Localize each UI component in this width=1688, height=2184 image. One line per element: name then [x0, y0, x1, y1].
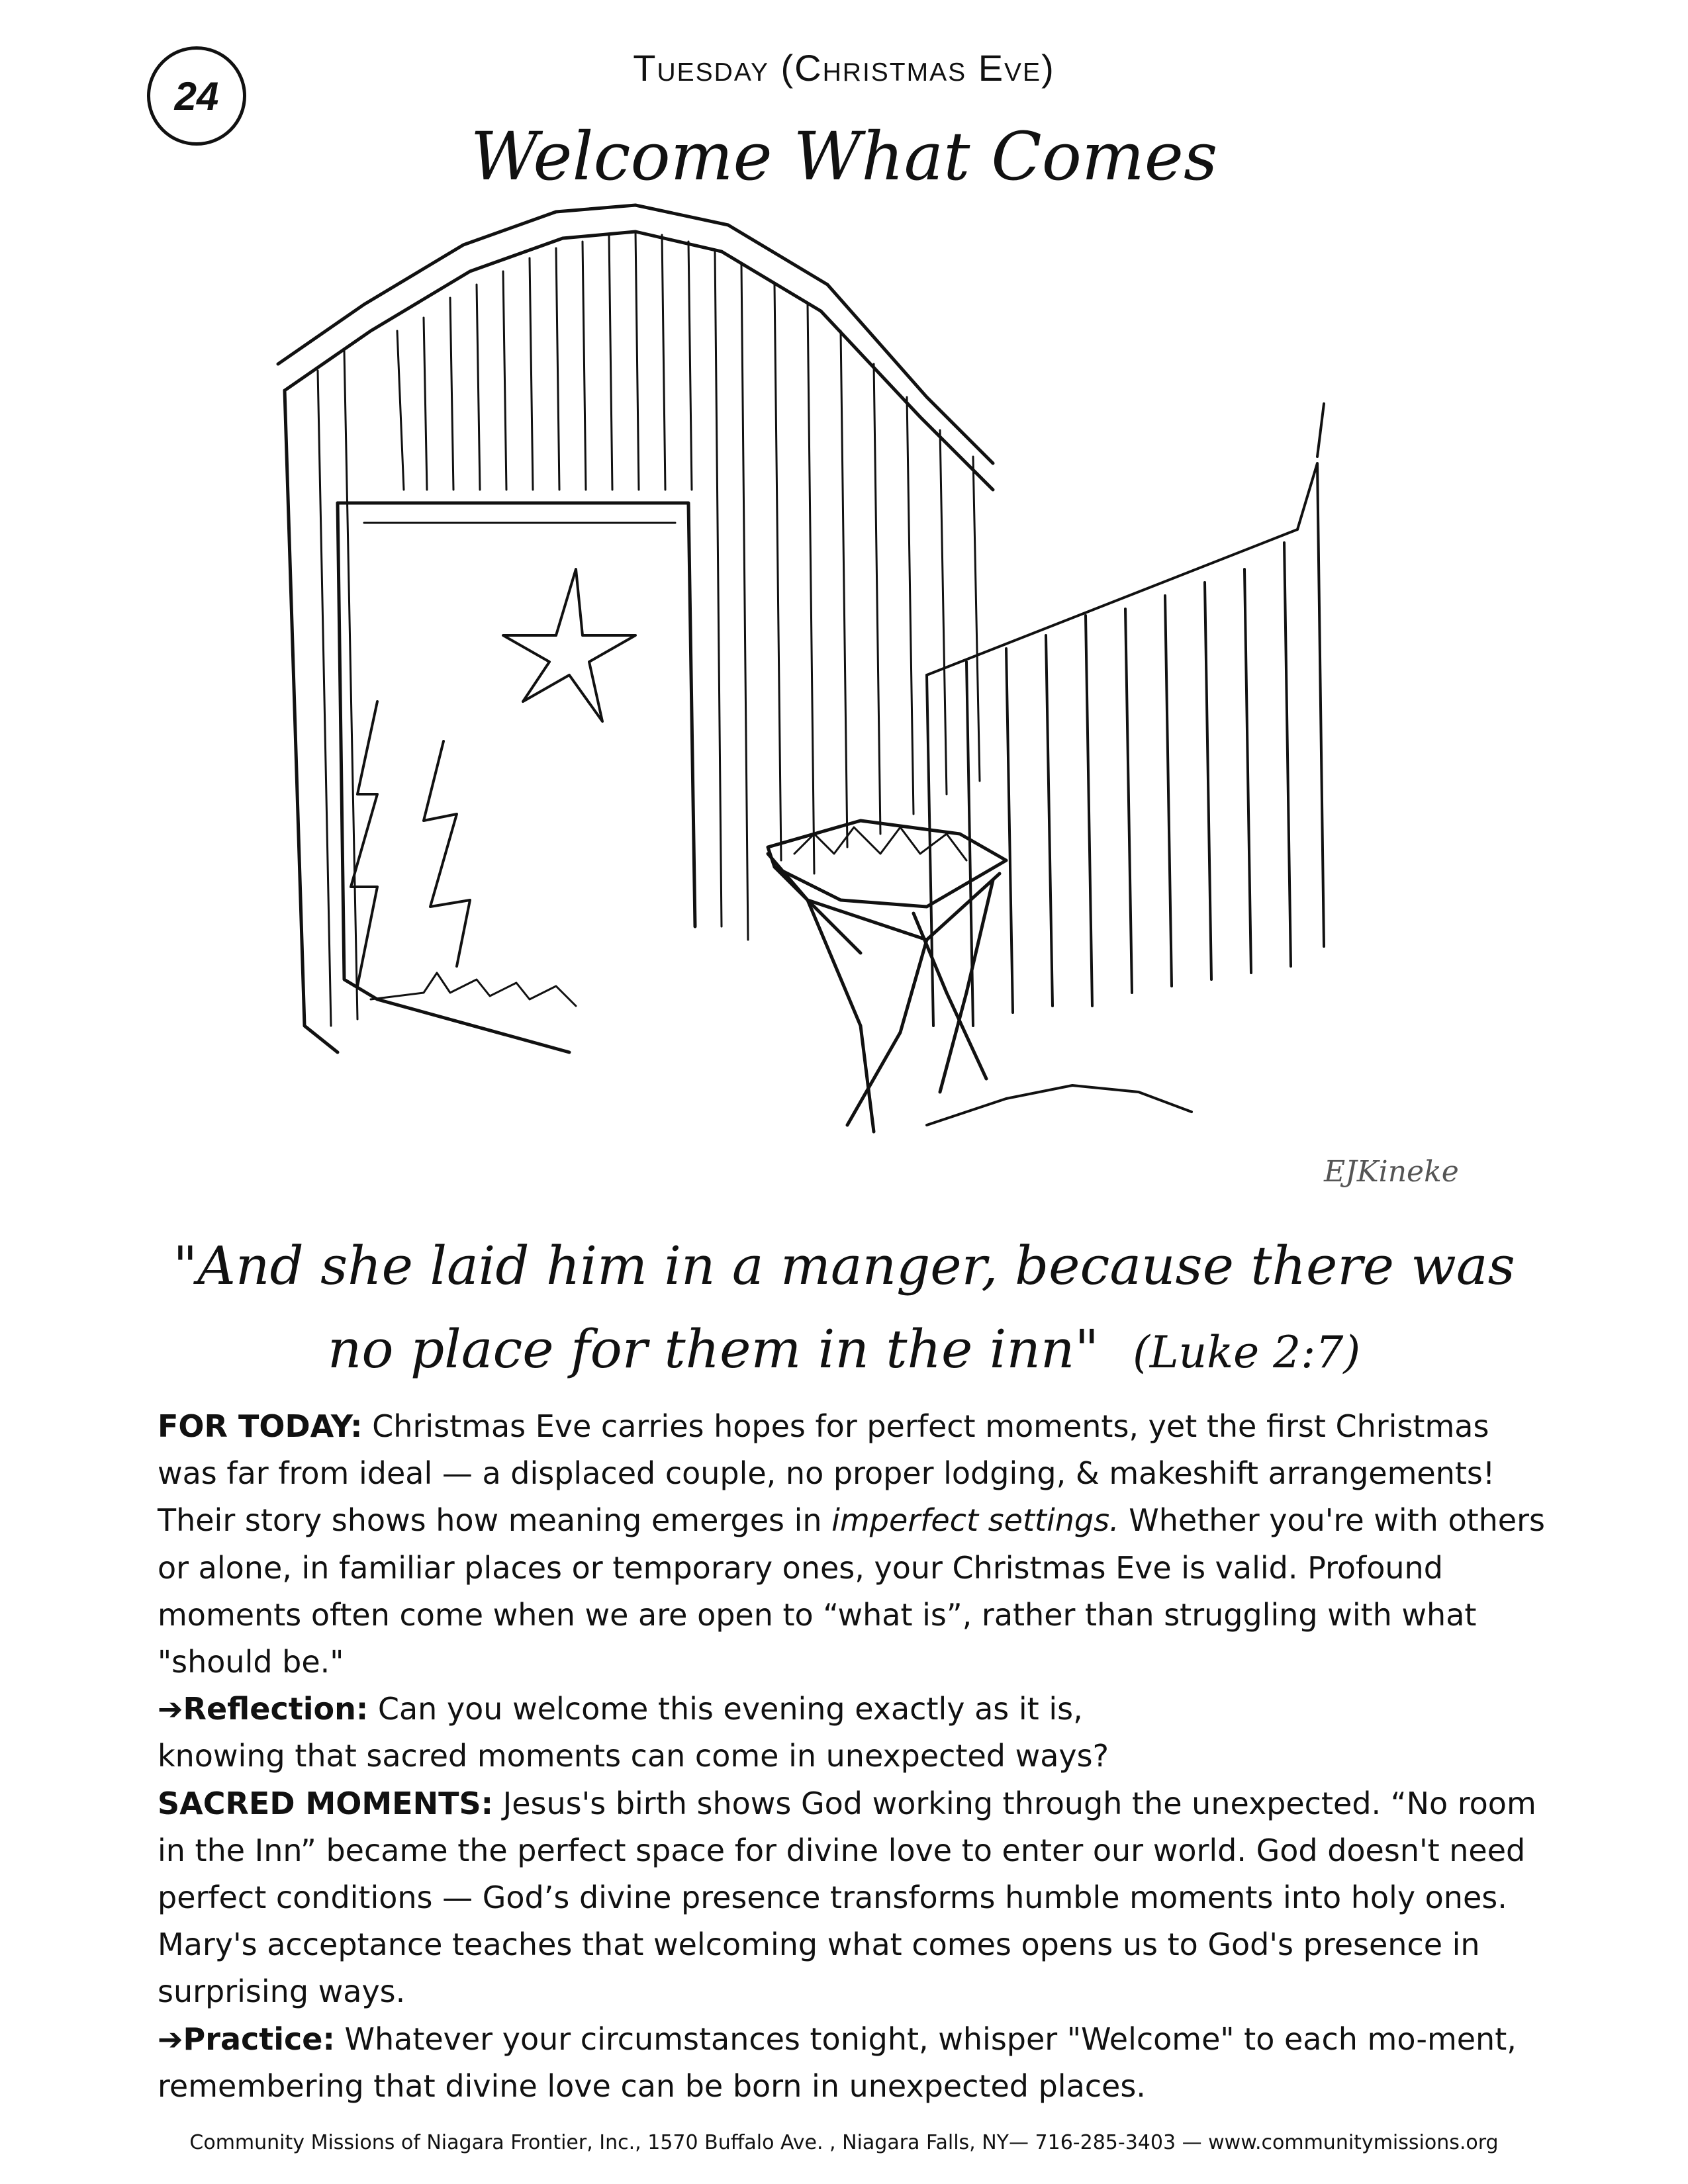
scripture-quote — [99, 1224, 1589, 1394]
for-today-text-after: Whether you're with others or alone, in familiar places or temporary ones, your Christmas Eve is valid. Profound moments often come when we are open to “what is”, rather than struggling with what "should be." — [158, 1502, 1545, 1680]
sacred-moments-text: Jesus's birth shows God working through the unexpected. “No room in the Inn” became the perfect space for divine love to enter our world. God doesn't need perfect conditions — God’s divine presence transforms humble moments into holy ones. Mary's acceptance teaches that welcoming what comes opens us to God's presence in surprising ways. — [158, 1785, 1536, 2010]
for-today-emphasis: imperfect settings. — [831, 1502, 1119, 1539]
reflection-line-1: Can you welcome this evening exactly as it is, — [368, 1691, 1083, 1727]
arrow-icon: ➔ — [158, 2021, 183, 2057]
reflection-label: Reflection: — [183, 1691, 369, 1727]
stable-manger-illustration — [265, 199, 1470, 1211]
for-today-text-before: Christmas Eve carries hopes for perfect moments, yet the first Christmas was far from ideal — a displaced couple, no proper lodging, & makeshift arrangements! Their story shows how meaning emerges in — [158, 1408, 1495, 1539]
practice-paragraph — [158, 2016, 1554, 2110]
devotional-body — [158, 1403, 1554, 2110]
arrow-icon: ➔ — [158, 1691, 183, 1727]
quote-line-2-text: no place for them in the inn" — [327, 1318, 1100, 1380]
sacred-moments-paragraph — [158, 1780, 1554, 2016]
for-today-paragraph — [158, 1403, 1554, 1686]
quote-line-2 — [99, 1308, 1589, 1394]
footer-contact: Community Missions of Niagara Frontier, Inc., 1570 Buffalo Ave. , Niagara Falls, NY— 716-285-3403 — www.communitymissions.org — [189, 2131, 1499, 2154]
reflection-line-2: knowing that sacred moments can come in unexpected ways? — [158, 1738, 1109, 1774]
reflection-paragraph — [158, 1686, 1554, 1780]
practice-text: Whatever your circumstances tonight, whisper "Welcome" to each mo-ment, remembering that divine love can be born in unexpected places. — [158, 2021, 1517, 2104]
quote-line-1: "And she laid him in a manger, because there was — [173, 1235, 1515, 1297]
artist-signature: EJKineke — [1324, 1155, 1459, 1189]
sacred-moments-label: SACRED MOMENTS: — [158, 1785, 494, 1821]
day-number: 24 — [174, 73, 219, 118]
for-today-label: FOR TODAY: — [158, 1408, 363, 1444]
day-heading: Tuesday (Christmas Eve) — [633, 47, 1055, 89]
practice-label: Practice: — [183, 2021, 335, 2057]
page-title: Welcome What Comes — [470, 118, 1218, 195]
quote-reference: (Luke 2:7) — [1133, 1327, 1361, 1378]
